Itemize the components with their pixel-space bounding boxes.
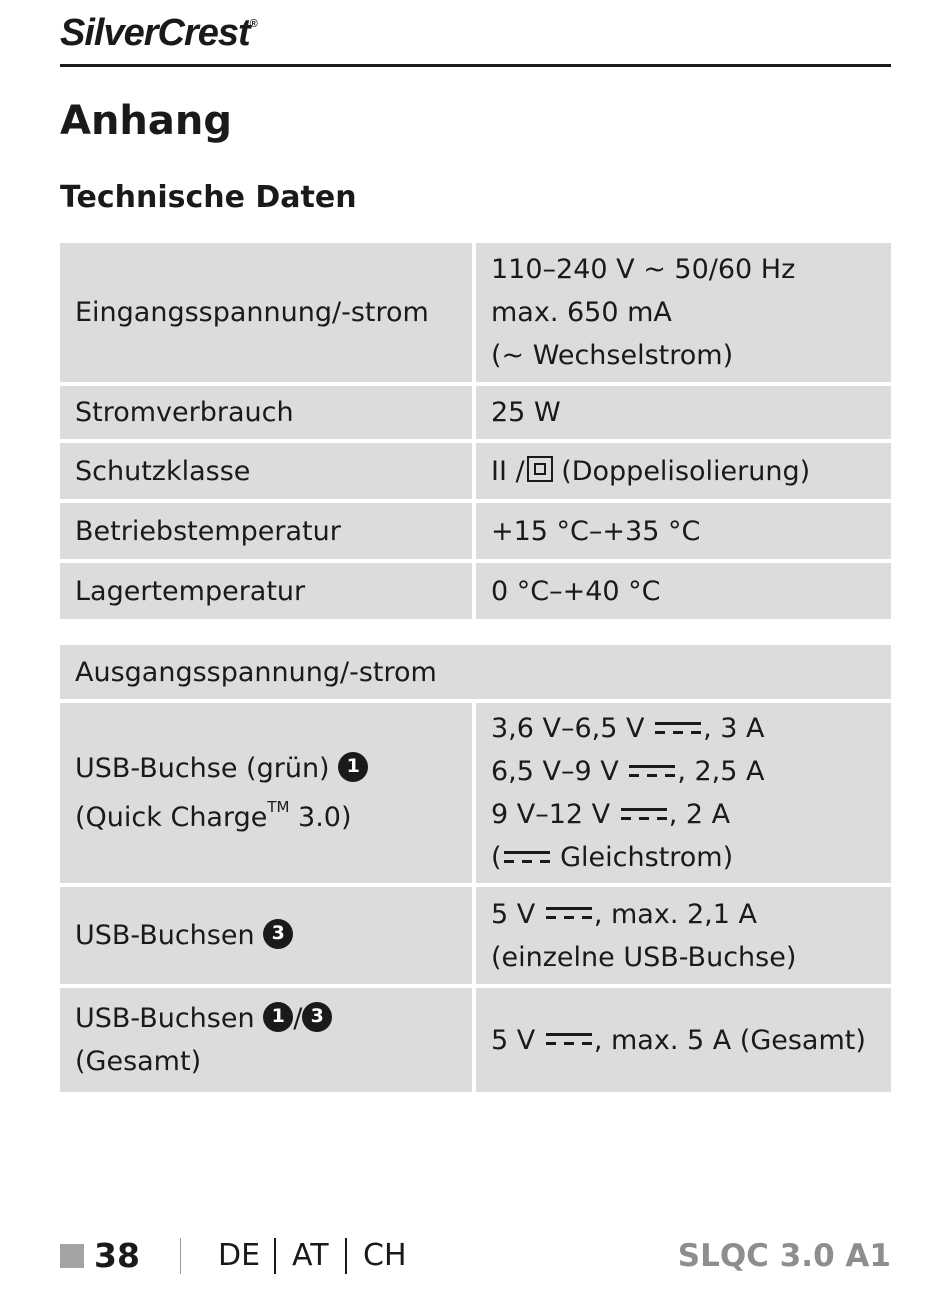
country-code: CH	[363, 1238, 407, 1273]
port-badge-3: 3	[302, 1002, 332, 1032]
country-divider	[345, 1238, 347, 1274]
page-marker-square	[60, 1244, 84, 1268]
spec-value: II / (Doppelisolierung)	[476, 443, 891, 499]
table-row	[60, 703, 891, 883]
country-divider	[274, 1238, 276, 1274]
spec-label: USB-Buchsen 3	[60, 887, 472, 984]
spec-value: 5 V , max. 5 A (Gesamt)	[476, 988, 891, 1092]
table-row	[60, 503, 891, 559]
spec-value: +15 °C–+35 °C	[476, 503, 891, 559]
spec-value: 0 °C–+40 °C	[476, 563, 891, 619]
spec-label: USB-Buchse (grün) 1 (Quick Charge™ 3.0)	[60, 703, 472, 883]
double-insulation-icon	[527, 456, 553, 482]
dc-symbol-icon	[504, 851, 550, 863]
header-rule	[60, 64, 891, 67]
model-number: SLQC 3.0 A1	[677, 1238, 891, 1274]
spec-label: Schutzklasse	[60, 443, 472, 499]
spec-label: Stromverbrauch	[60, 386, 472, 439]
table-row	[60, 988, 891, 1092]
dc-symbol-icon	[546, 907, 592, 919]
port-badge-1: 1	[263, 1002, 293, 1032]
spec-label: USB-Buchsen 1 / 3 (Gesamt)	[60, 988, 472, 1092]
table-row	[60, 887, 891, 984]
port-badge-1: 1	[338, 752, 368, 782]
dc-symbol-icon	[655, 722, 701, 734]
spec-table-output	[60, 645, 891, 1096]
table-row	[60, 386, 891, 439]
section-title: Technische Daten	[60, 180, 357, 215]
spec-label: Eingangsspannung/-strom	[60, 243, 472, 382]
table-header: Ausgangsspannung/-strom	[60, 645, 891, 699]
table-row	[60, 563, 891, 619]
spec-value: 25 W	[476, 386, 891, 439]
dc-symbol-icon	[629, 765, 675, 777]
dc-symbol-icon	[621, 808, 667, 820]
dc-symbol-icon	[546, 1033, 592, 1045]
table-header-row	[60, 645, 891, 699]
footer-divider	[180, 1238, 181, 1274]
spec-value: 5 V , max. 2,1 A (einzelne USB-Buchse)	[476, 887, 891, 984]
country-code: DE	[218, 1238, 261, 1273]
table-row	[60, 443, 891, 499]
country-code: AT	[292, 1238, 329, 1273]
spec-label: Betriebstemperatur	[60, 503, 472, 559]
brand-logo: SilverCrest®	[60, 12, 257, 54]
page-footer	[60, 1232, 891, 1282]
table-row	[60, 243, 891, 382]
spec-value: 110–240 V ~ 50/60 Hz max. 650 mA (~ Wechselstrom)	[476, 243, 891, 382]
spec-label: Lagertemperatur	[60, 563, 472, 619]
port-badge-3: 3	[263, 919, 293, 949]
page-number: 38	[94, 1236, 140, 1275]
page-title: Anhang	[60, 98, 233, 144]
spec-value: 3,6 V–6,5 V , 3 A 6,5 V–9 V , 2,5 A 9 V–12 V , 2 A ( Gleichstrom)	[476, 703, 891, 883]
spec-table-input	[60, 243, 891, 623]
